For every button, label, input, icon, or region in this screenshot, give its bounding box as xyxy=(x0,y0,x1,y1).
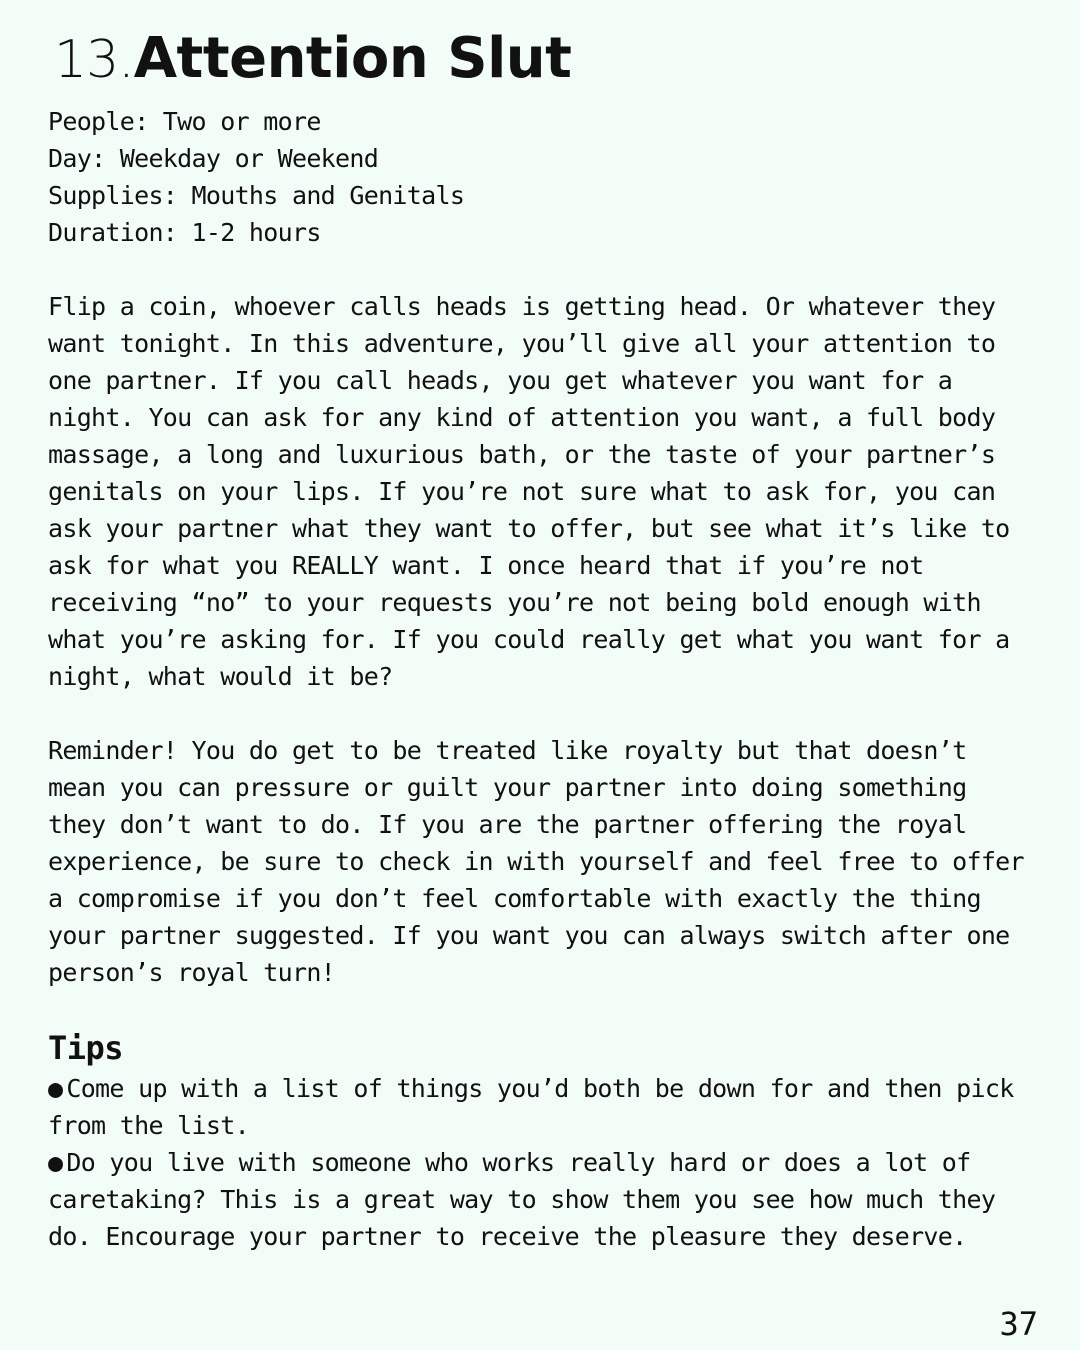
activity-meta xyxy=(48,103,1038,251)
tip-text: Do you live with someone who works really hard or does a lot of caretaking? This is a great way to show them you see how much they do. Encourage your partner to receive the pleasure they deserve. xyxy=(48,1147,996,1251)
bullet-icon: ● xyxy=(48,1147,63,1177)
paragraph-intro: Flip a coin, whoever calls heads is getting head. Or whatever they want tonight. In this adventure, you’ll give all your attention to one partner. If you call heads, you get whatever you want for a night. You can ask for any kind of attention you want, a full body massage, a long and luxurious bath, or the taste of your partner’s genitals on your lips. If you’re not sure what to ask for, you can ask your partner what they want to offer, but see what it’s like to ask for what you REALLY want. I once heard that if you’re not receiving “no” to your requests you’re not being bold enough with what you’re asking for. If you could really get what you want for a night, what would it be? xyxy=(48,291,1010,691)
chapter-number: 13. xyxy=(54,30,134,90)
page-title xyxy=(54,28,1038,91)
meta-people: People: Two or more xyxy=(48,106,321,136)
chapter-title: Attention Slut xyxy=(133,26,572,91)
page-content xyxy=(48,28,1038,1255)
tip-item xyxy=(48,1070,1038,1144)
tips-heading: Tips xyxy=(48,1028,124,1067)
page-number: 37 xyxy=(999,1305,1038,1343)
article-body xyxy=(48,103,1038,1255)
tip-text: Come up with a list of things you’d both be down for and then pick from the list. xyxy=(48,1073,1014,1140)
meta-supplies: Supplies: Mouths and Genitals xyxy=(48,180,465,210)
tips-section xyxy=(48,1028,1038,1255)
meta-day: Day: Weekday or Weekend xyxy=(48,143,379,173)
bullet-icon: ● xyxy=(48,1073,63,1103)
meta-duration: Duration: 1-2 hours xyxy=(48,217,321,247)
tip-item xyxy=(48,1144,1038,1255)
paragraph-reminder: Reminder! You do get to be treated like royalty but that doesn’t mean you can pressure or guilt your partner into doing something they don’t want to do. If you are the partner offering the royal experience, be sure to check in with yourself and feel free to offer a compromise if you don’t feel comfortable with exactly the thing your partner suggested. If you want you can always switch after one person’s royal turn! xyxy=(48,735,1024,987)
